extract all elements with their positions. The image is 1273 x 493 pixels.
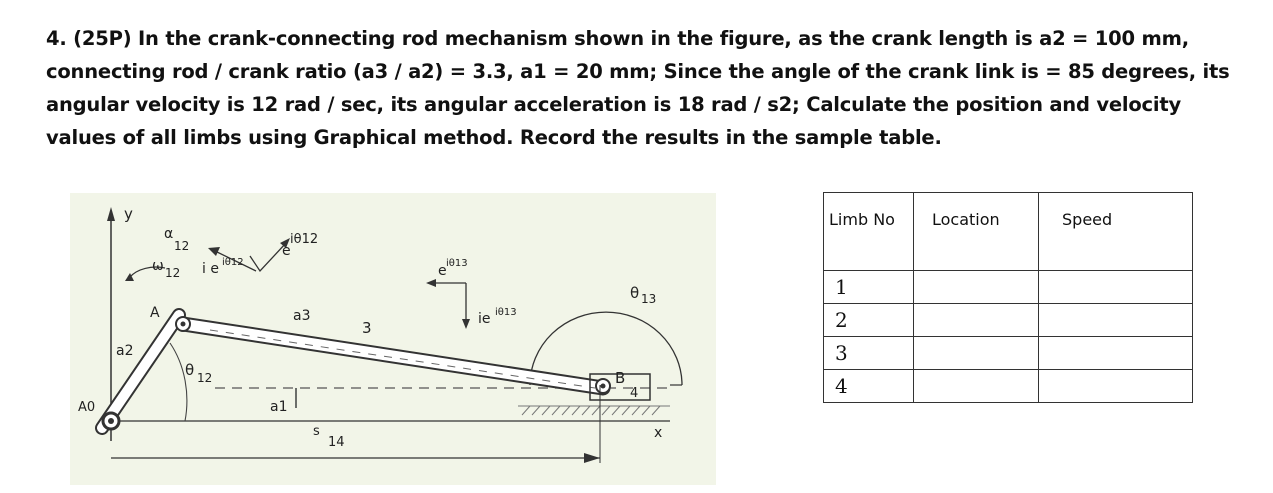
label-s: s xyxy=(313,424,320,439)
mechanism-diagram xyxy=(70,193,716,485)
label-omega-sub: 12 xyxy=(165,266,181,280)
label-theta13-sub: 13 xyxy=(641,292,657,306)
results-table xyxy=(823,192,1193,403)
label-y: y xyxy=(124,205,133,223)
mechanism-figure xyxy=(70,193,716,485)
header-location: Location xyxy=(914,193,1039,271)
cell-limb: 2 xyxy=(824,304,914,337)
crank-link xyxy=(102,315,179,428)
header-speed: Speed xyxy=(1039,193,1193,271)
header-limb-no: Limb No xyxy=(824,193,914,271)
connecting-rod xyxy=(183,324,603,388)
table-header-row xyxy=(824,193,1193,271)
cell-speed[interactable] xyxy=(1039,304,1193,337)
cell-location[interactable] xyxy=(914,304,1039,337)
label-i-e-theta12: i e xyxy=(202,261,219,277)
problem-line-4: values of all limbs using Graphical method. Record the results in the sample table. xyxy=(46,126,942,149)
label-alpha: α xyxy=(164,226,174,242)
cell-speed[interactable] xyxy=(1039,337,1193,370)
label-theta12: θ xyxy=(185,361,195,379)
problem-line-1: 4. (25P) In the crank-connecting rod mechanism shown in the figure, as the crank length is a2 = 100 mm, xyxy=(46,27,1189,50)
label-three: 3 xyxy=(362,319,372,337)
label-a3: a3 xyxy=(293,308,311,324)
label-theta13: θ xyxy=(630,284,640,302)
label-four: 4 xyxy=(630,386,639,401)
problem-statement xyxy=(46,22,1246,154)
label-B: B xyxy=(615,369,626,387)
label-e-theta12: e xyxy=(282,243,291,259)
table-row xyxy=(824,337,1193,370)
cell-speed[interactable] xyxy=(1039,370,1193,403)
label-a2: a2 xyxy=(116,343,134,359)
theta12-arc xyxy=(170,343,187,421)
label-ie-theta13: ie xyxy=(478,311,491,327)
cell-speed[interactable] xyxy=(1039,271,1193,304)
problem-line-3: angular velocity is 12 rad / sec, its angular acceleration is 18 rad / s2; Calculate the position and velocity xyxy=(46,93,1182,116)
label-A: A xyxy=(150,305,160,321)
problem-line-2: connecting rod / crank ratio (a3 / a2) = 3.3, a1 = 20 mm; Since the angle of the crank link is = 85 degrees, its xyxy=(46,60,1230,83)
table-row xyxy=(824,370,1193,403)
y-axis-arrow xyxy=(107,207,115,221)
label-i-e-theta12-sup: iθ12 xyxy=(222,257,244,268)
table-row xyxy=(824,304,1193,337)
cell-location[interactable] xyxy=(914,271,1039,304)
cell-location[interactable] xyxy=(914,337,1039,370)
e-theta12-vector xyxy=(250,243,286,271)
label-alpha-sub: 12 xyxy=(174,239,190,253)
label-A0: A0 xyxy=(78,400,96,415)
cell-limb: 4 xyxy=(824,370,914,403)
label-omega: ω xyxy=(152,258,164,274)
ground-hatching xyxy=(518,406,670,415)
label-fourteen: 14 xyxy=(328,435,345,450)
cell-limb: 3 xyxy=(824,337,914,370)
label-e-theta13: e xyxy=(438,263,447,279)
label-e-theta13-sup: iθ13 xyxy=(446,258,468,269)
label-x: x xyxy=(654,425,663,441)
cell-location[interactable] xyxy=(914,370,1039,403)
label-e-theta12-sup: iθ12 xyxy=(290,232,319,247)
table-row xyxy=(824,271,1193,304)
label-a1: a1 xyxy=(270,399,288,415)
label-ie-theta13-sup: iθ13 xyxy=(495,307,517,318)
cell-limb: 1 xyxy=(824,271,914,304)
label-theta12-sub: 12 xyxy=(197,371,213,385)
